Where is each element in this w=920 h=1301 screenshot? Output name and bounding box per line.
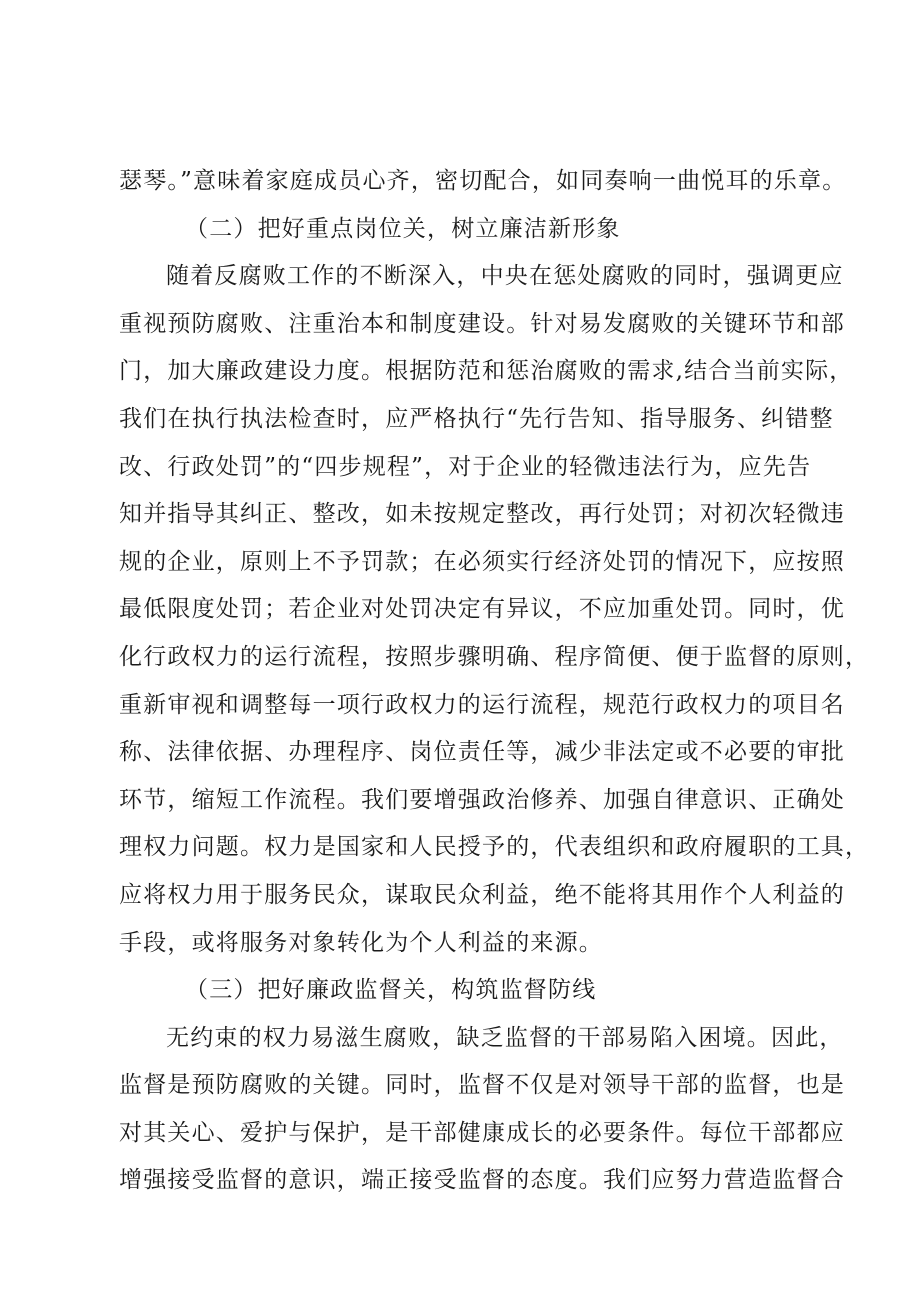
paragraph-line: 应将权力用于服务民众，谋取民众利益，绝不能将其用作个人利益的 <box>119 881 845 908</box>
paragraph-line: 监督是预防腐败的关键。同时，监督不仅是对领导干部的监督，也是 <box>119 1072 845 1099</box>
paragraph-line: 重新审视和调整每一项行政权力的运行流程，规范行政权力的项目名 <box>119 691 845 718</box>
paragraph-line: 增强接受监督的意识，端正接受监督的态度。我们应努力营造监督合 <box>119 1167 845 1194</box>
paragraph-line: 我们在执行执法检查时，应严格执行“先行告知、指导服务、纠错整 <box>119 405 834 432</box>
paragraph-line: 最低限度处罚；若企业对处罚决定有异议，不应加重处罚。同时，优 <box>119 596 845 623</box>
paragraph-line: 手段，或将服务对象转化为个人利益的来源。 <box>119 929 603 956</box>
document-body <box>119 158 870 1205</box>
section-heading-3: （三）把好廉政监督关，构筑监督防线 <box>185 977 597 1004</box>
paragraph-line: 化行政权力的运行流程，按照步骤明确、程序简便、便于监督的原则， <box>119 643 870 670</box>
paragraph-line: 随着反腐败工作的不断深入，中央在惩处腐败的同时，强调更应 <box>166 263 844 290</box>
paragraph-line: 知并指导其纠正、整改，如未按规定整改，再行处罚；对初次轻微违 <box>119 501 845 528</box>
paragraph-line: 对其关心、爱护与保护，是干部健康成长的必要条件。每位干部都应 <box>119 1119 845 1146</box>
paragraph-line: 改、行政处罚”的“四步规程”，对于企业的轻微违法行为，应先告 <box>119 453 812 480</box>
paragraph-line: 门，加大廉政建设力度。根据防范和惩治腐败的需求,结合当前实际， <box>119 358 854 385</box>
paragraph-continuation-line: 瑟琴。”意味着家庭成员心齐，密切配合，如同奏响一曲悦耳的乐章。 <box>119 168 847 194</box>
paragraph-line: 理权力问题。权力是国家和人民授予的，代表组织和政府履职的工具， <box>119 834 870 861</box>
paragraph-line: 称、法律依据、办理程序、岗位责任等，减少非法定或不必要的审批 <box>119 739 845 766</box>
paragraph-line: 无约束的权力易滋生腐败，缺乏监督的干部易陷入困境。因此， <box>166 1024 844 1051</box>
paragraph-line: 重视预防腐败、注重治本和制度建设。针对易发腐败的关键环节和部 <box>119 310 845 337</box>
section-heading-2: （二）把好重点岗位关，树立廉洁新形象 <box>185 215 621 242</box>
paragraph-line: 规的企业，原则上不予罚款；在必须实行经济处罚的情况下，应按照 <box>119 548 845 575</box>
paragraph-line: 环节，缩短工作流程。我们要增强政治修养、加强自律意识、正确处 <box>119 786 845 813</box>
